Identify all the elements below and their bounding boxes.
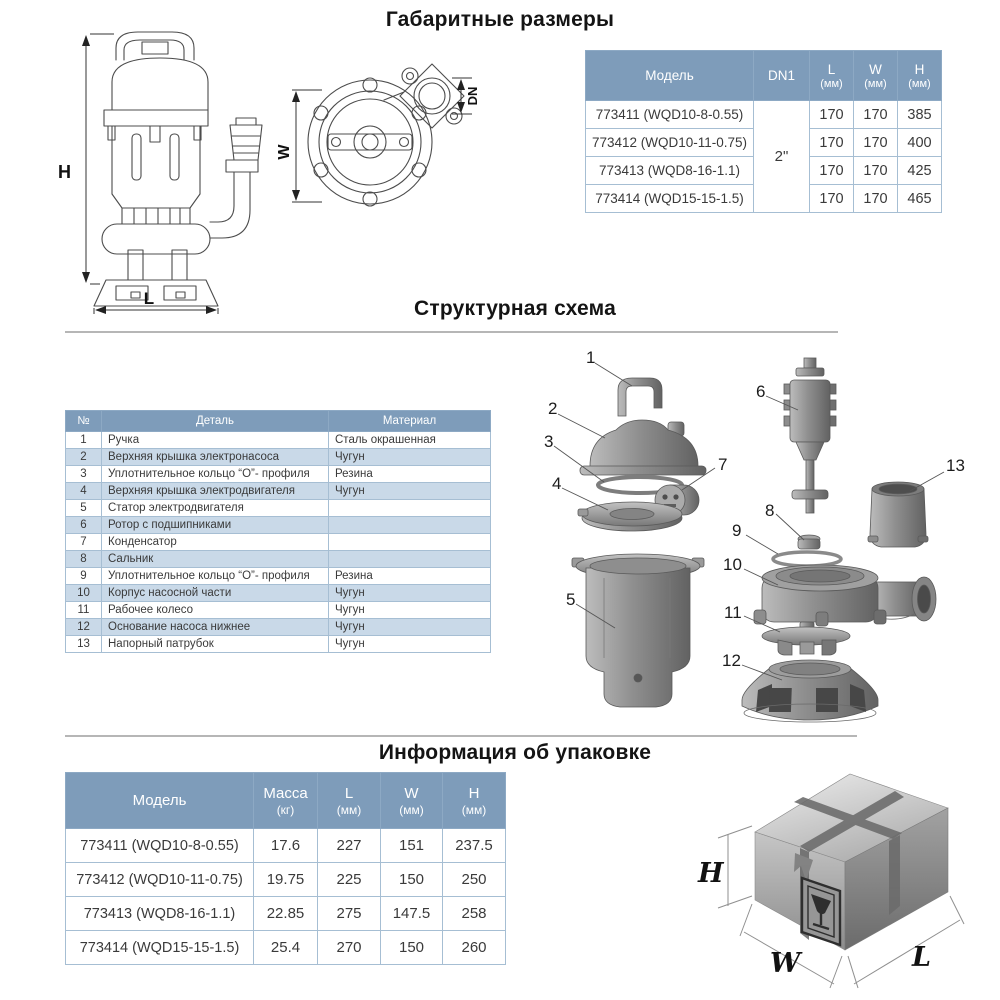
cell-model: 773411 (WQD10-8-0.55)	[586, 101, 754, 129]
col-header-l: L (мм)	[318, 773, 381, 829]
cell-material: Резина	[329, 466, 491, 483]
col-header-model: Модель	[66, 773, 254, 829]
cell-part: Сальник	[102, 551, 329, 568]
dimensions-table-header	[586, 51, 942, 101]
flange-top-outline	[308, 64, 464, 206]
part-handle	[618, 378, 662, 416]
cell-part: Верхняя крышка электродвигателя	[102, 483, 329, 500]
cell-mass: 17.6	[254, 829, 318, 863]
callout-11: 11	[724, 603, 742, 622]
cell-num: 9	[66, 568, 102, 585]
cell-material: Чугун	[329, 636, 491, 653]
table-row	[66, 500, 491, 517]
table-row	[586, 101, 942, 129]
cell-part: Ротор с подшипниками	[102, 517, 329, 534]
cell-h: 385	[898, 101, 942, 129]
part-rotor	[784, 358, 836, 513]
part-motor-cover	[578, 502, 682, 531]
col-header-mass: Масса (кг)	[254, 773, 318, 829]
callout-10: 10	[723, 555, 742, 574]
parts-table-header	[66, 411, 491, 432]
callout-6: 6	[756, 382, 766, 401]
carton-box-illustration	[690, 760, 1000, 1000]
dimension-w	[276, 90, 322, 202]
table-row	[66, 602, 491, 619]
cell-material	[329, 551, 491, 568]
col-header-part: Деталь	[102, 411, 329, 432]
h-dimension-label: H	[58, 162, 71, 182]
cell-w: 170	[854, 129, 898, 157]
table-row	[66, 483, 491, 500]
cell-part: Напорный патрубок	[102, 636, 329, 653]
cell-num: 13	[66, 636, 102, 653]
part-o-ring-lower	[773, 552, 841, 566]
cell-model: 773414 (WQD15-15-1.5)	[586, 185, 754, 213]
cell-material	[329, 517, 491, 534]
cell-w: 151	[381, 829, 443, 863]
cell-num: 3	[66, 466, 102, 483]
section-divider	[65, 331, 838, 333]
table-row	[66, 863, 506, 897]
cell-h: 250	[443, 863, 506, 897]
cell-num: 7	[66, 534, 102, 551]
cell-w: 147.5	[381, 897, 443, 931]
callout-1: 1	[586, 348, 596, 367]
cell-h: 260	[443, 931, 506, 965]
cell-part: Верхняя крышка электронасоса	[102, 449, 329, 466]
cell-h: 258	[443, 897, 506, 931]
cell-part: Уплотнительное кольцо “О”- профиля	[102, 568, 329, 585]
cell-material	[329, 500, 491, 517]
cell-material	[329, 534, 491, 551]
col-header-material: Материал	[329, 411, 491, 432]
pump-top-view-drawing	[276, 50, 485, 235]
cell-mass: 19.75	[254, 863, 318, 897]
part-base	[742, 660, 878, 722]
cell-l: 170	[810, 129, 854, 157]
cell-num: 2	[66, 449, 102, 466]
cell-w: 150	[381, 931, 443, 965]
callout-13: 13	[946, 456, 965, 475]
cell-material: Чугун	[329, 602, 491, 619]
table-row	[66, 449, 491, 466]
cell-mass: 22.85	[254, 897, 318, 931]
cell-num: 11	[66, 602, 102, 619]
cell-material: Чугун	[329, 619, 491, 636]
table-row	[66, 619, 491, 636]
callout-2: 2	[548, 399, 558, 418]
callout-7: 7	[718, 455, 728, 474]
col-header-model: Модель	[586, 51, 754, 101]
table-row	[66, 432, 491, 449]
parts-table-body	[66, 432, 491, 653]
cell-l: 225	[318, 863, 381, 897]
cell-part: Ручка	[102, 432, 329, 449]
cell-material: Чугун	[329, 585, 491, 602]
cell-num: 8	[66, 551, 102, 568]
table-row	[66, 897, 506, 931]
col-header-h: H (мм)	[898, 51, 942, 101]
table-row	[66, 636, 491, 653]
pump-outline	[94, 32, 262, 306]
table-row	[66, 517, 491, 534]
cell-w: 170	[854, 185, 898, 213]
cell-h: 425	[898, 157, 942, 185]
part-impeller	[762, 622, 850, 655]
cell-material: Резина	[329, 568, 491, 585]
exploded-view-diagram	[520, 338, 970, 733]
cell-num: 10	[66, 585, 102, 602]
cell-num: 5	[66, 500, 102, 517]
section-title-packaging: Информация об упаковке	[378, 741, 652, 764]
table-row	[66, 829, 506, 863]
cell-h: 465	[898, 185, 942, 213]
box-faces	[755, 774, 948, 950]
packaging-table-header	[66, 773, 506, 829]
cell-num: 4	[66, 483, 102, 500]
cell-model: 773411 (WQD10-8-0.55)	[66, 829, 254, 863]
table-row	[66, 585, 491, 602]
cell-dn: 2"	[754, 101, 810, 213]
cell-num: 1	[66, 432, 102, 449]
pump-side-view-drawing	[50, 22, 310, 317]
cell-l: 270	[318, 931, 381, 965]
dimensions-table	[585, 50, 942, 213]
cell-part: Корпус насосной части	[102, 585, 329, 602]
cell-num: 6	[66, 517, 102, 534]
table-row	[66, 931, 506, 965]
fragile-glass-icon	[802, 878, 840, 945]
cell-l: 170	[810, 101, 854, 129]
cell-w: 150	[381, 863, 443, 897]
parts-table	[65, 410, 491, 653]
cell-l: 170	[810, 157, 854, 185]
table-row	[66, 534, 491, 551]
cell-part: Конденсатор	[102, 534, 329, 551]
cell-l: 170	[810, 185, 854, 213]
cell-h: 237.5	[443, 829, 506, 863]
part-stator	[572, 554, 704, 707]
cell-model: 773412 (WQD10-11-0.75)	[586, 129, 754, 157]
col-header-w: W (мм)	[381, 773, 443, 829]
part-top-cover	[580, 420, 706, 475]
packaging-table-body	[66, 829, 506, 965]
box-l-label: L	[912, 942, 931, 973]
col-header-number: №	[66, 411, 102, 432]
callout-8: 8	[765, 501, 775, 520]
section-title-structure: Структурная схема	[414, 297, 616, 320]
col-header-h: H (мм)	[443, 773, 506, 829]
callout-3: 3	[544, 432, 554, 451]
callout-5: 5	[566, 590, 576, 609]
table-row	[66, 551, 491, 568]
cell-model: 773413 (WQD8-16-1.1)	[66, 897, 254, 931]
cell-part: Основание насоса нижнее	[102, 619, 329, 636]
callout-9: 9	[732, 521, 742, 540]
part-discharge-pipe	[868, 482, 928, 547]
cell-model: 773412 (WQD10-11-0.75)	[66, 863, 254, 897]
cell-part: Рабочее колесо	[102, 602, 329, 619]
col-header-w: W (мм)	[854, 51, 898, 101]
cell-l: 275	[318, 897, 381, 931]
l-dimension-label: L	[143, 289, 155, 308]
cell-part: Уплотнительное кольцо “О”- профиля	[102, 466, 329, 483]
box-w-label: W	[770, 948, 801, 979]
callout-4: 4	[552, 474, 562, 493]
cell-w: 170	[854, 101, 898, 129]
dn-dimension-label: DN	[465, 86, 480, 106]
cell-material: Чугун	[329, 449, 491, 466]
cell-num: 12	[66, 619, 102, 636]
table-row	[66, 466, 491, 483]
callout-12: 12	[722, 651, 741, 670]
col-header-dn1: DN1	[754, 51, 810, 101]
cell-h: 400	[898, 129, 942, 157]
packaging-table	[65, 772, 506, 965]
col-header-l: L (мм)	[810, 51, 854, 101]
cell-material: Чугун	[329, 483, 491, 500]
cell-model: 773414 (WQD15-15-1.5)	[66, 931, 254, 965]
cell-l: 227	[318, 829, 381, 863]
cell-mass: 25.4	[254, 931, 318, 965]
cell-model: 773413 (WQD8-16-1.1)	[586, 157, 754, 185]
dimension-h	[58, 34, 114, 284]
w-dimension-label: W	[276, 144, 293, 160]
dimensions-table-body	[586, 101, 942, 213]
cell-part: Статор электродвигателя	[102, 500, 329, 517]
table-row	[66, 568, 491, 585]
box-h-label: H	[698, 858, 724, 889]
cell-w: 170	[854, 157, 898, 185]
cell-material: Сталь окрашенная	[329, 432, 491, 449]
section-divider	[65, 735, 857, 737]
section-title-dimensions: Габаритные размеры	[385, 8, 615, 31]
part-pump-housing	[754, 565, 936, 626]
